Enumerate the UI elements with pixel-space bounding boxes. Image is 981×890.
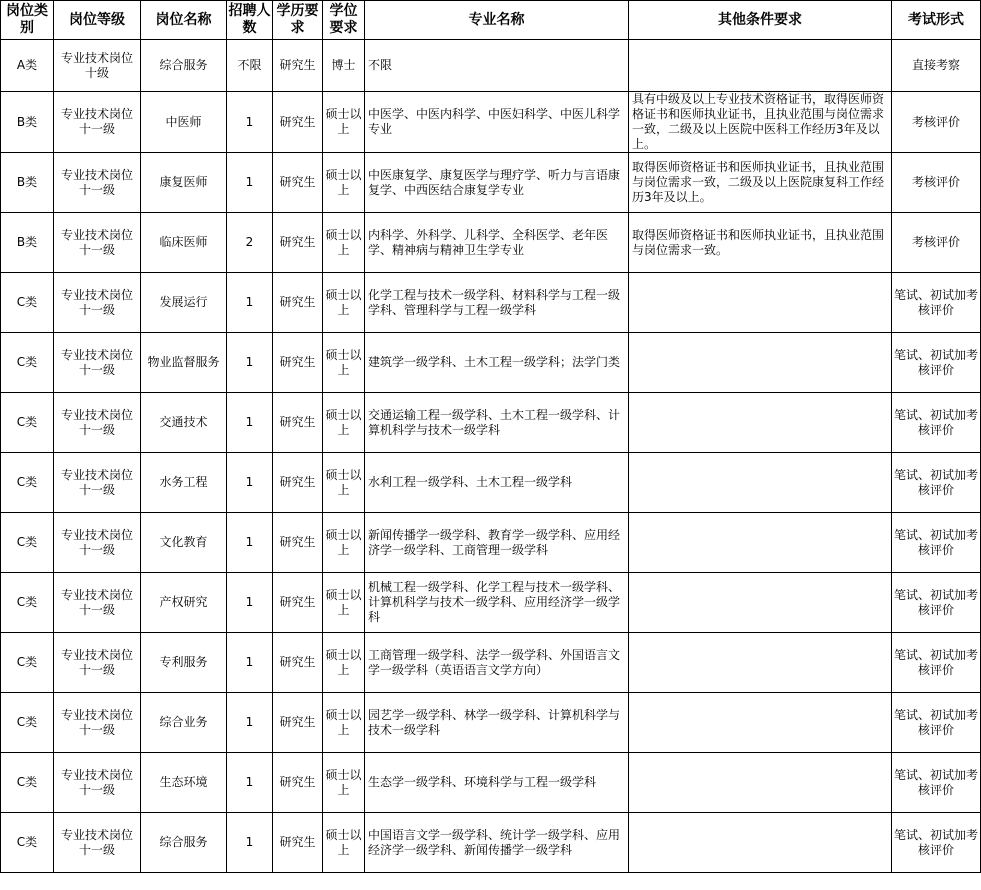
cell-category: C类 (1, 753, 54, 813)
cell-major: 建筑学一级学科、土木工程一级学科；法学门类 (365, 333, 629, 393)
cell-education: 研究生 (273, 813, 323, 873)
cell-title: 中医师 (141, 92, 227, 153)
cell-category: C类 (1, 573, 54, 633)
cell-education: 研究生 (273, 333, 323, 393)
cell-major: 园艺学一级学科、林学一级学科、计算机科学与技术一级学科 (365, 693, 629, 753)
cell-level: 专业技术岗位十一级 (54, 693, 141, 753)
cell-count: 1 (227, 513, 273, 573)
cell-exam: 笔试、初试加考核评价 (892, 333, 981, 393)
cell-category: C类 (1, 453, 54, 513)
cell-count: 1 (227, 333, 273, 393)
cell-degree: 硕士以上 (323, 92, 365, 153)
cell-degree: 硕士以上 (323, 333, 365, 393)
table-body (1, 40, 981, 873)
cell-other (629, 513, 892, 573)
cell-other (629, 813, 892, 873)
header-education: 学历要求 (273, 1, 323, 40)
cell-level: 专业技术岗位十一级 (54, 92, 141, 153)
cell-exam: 笔试、初试加考核评价 (892, 573, 981, 633)
cell-title: 交通技术 (141, 393, 227, 453)
table-row (1, 633, 981, 693)
header-title: 岗位名称 (141, 1, 227, 40)
cell-degree: 硕士以上 (323, 213, 365, 273)
header-major: 专业名称 (365, 1, 629, 40)
cell-education: 研究生 (273, 40, 323, 92)
cell-exam: 笔试、初试加考核评价 (892, 453, 981, 513)
cell-education: 研究生 (273, 753, 323, 813)
cell-degree: 硕士以上 (323, 633, 365, 693)
cell-other (629, 753, 892, 813)
table-row (1, 333, 981, 393)
cell-education: 研究生 (273, 573, 323, 633)
cell-title: 发展运行 (141, 273, 227, 333)
cell-major: 不限 (365, 40, 629, 92)
cell-education: 研究生 (273, 153, 323, 213)
cell-other (629, 333, 892, 393)
cell-major: 中国语言文学一级学科、统计学一级学科、应用经济学一级学科、新闻传播学一级学科 (365, 813, 629, 873)
header-other: 其他条件要求 (629, 1, 892, 40)
cell-major: 中医学、中医内科学、中医妇科学、中医儿科学专业 (365, 92, 629, 153)
cell-category: C类 (1, 393, 54, 453)
cell-level: 专业技术岗位十一级 (54, 753, 141, 813)
cell-count: 1 (227, 633, 273, 693)
cell-exam: 笔试、初试加考核评价 (892, 693, 981, 753)
cell-degree: 硕士以上 (323, 573, 365, 633)
cell-level: 专业技术岗位十一级 (54, 213, 141, 273)
header-row (1, 1, 981, 40)
cell-level: 专业技术岗位十级 (54, 40, 141, 92)
cell-education: 研究生 (273, 92, 323, 153)
cell-other (629, 273, 892, 333)
cell-count: 2 (227, 213, 273, 273)
header-count: 招聘人数 (227, 1, 273, 40)
cell-exam: 考核评价 (892, 92, 981, 153)
cell-level: 专业技术岗位十一级 (54, 273, 141, 333)
cell-title: 文化教育 (141, 513, 227, 573)
table-row (1, 573, 981, 633)
cell-category: C类 (1, 633, 54, 693)
cell-degree: 硕士以上 (323, 513, 365, 573)
table-row (1, 273, 981, 333)
cell-title: 产权研究 (141, 573, 227, 633)
cell-degree: 硕士以上 (323, 693, 365, 753)
cell-exam: 笔试、初试加考核评价 (892, 753, 981, 813)
cell-category: B类 (1, 92, 54, 153)
cell-title: 综合服务 (141, 40, 227, 92)
cell-degree: 硕士以上 (323, 813, 365, 873)
table-row (1, 453, 981, 513)
cell-title: 综合服务 (141, 813, 227, 873)
cell-count: 不限 (227, 40, 273, 92)
cell-level: 专业技术岗位十一级 (54, 153, 141, 213)
cell-title: 临床医师 (141, 213, 227, 273)
header-degree: 学位要求 (323, 1, 365, 40)
cell-title: 物业监督服务 (141, 333, 227, 393)
cell-count: 1 (227, 573, 273, 633)
cell-other: 取得医师资格证书和医师执业证书，且执业范围与岗位需求一致，二级及以上医院康复科工作经历3年及以上。 (629, 153, 892, 213)
cell-count: 1 (227, 693, 273, 753)
cell-major: 工商管理一级学科、法学一级学科、外国语言文学一级学科（英语语言文学方向） (365, 633, 629, 693)
cell-title: 专利服务 (141, 633, 227, 693)
cell-degree: 博士 (323, 40, 365, 92)
cell-count: 1 (227, 153, 273, 213)
cell-level: 专业技术岗位十一级 (54, 393, 141, 453)
cell-level: 专业技术岗位十一级 (54, 813, 141, 873)
cell-category: C类 (1, 273, 54, 333)
table-row (1, 813, 981, 873)
table-row (1, 40, 981, 92)
cell-major: 化学工程与技术一级学科、材料科学与工程一级学科、管理科学与工程一级学科 (365, 273, 629, 333)
cell-other: 具有中级及以上专业技术资格证书，取得医师资格证书和医师执业证书，且执业范围与岗位需求一致，二级及以上医院中医科工作经历3年及以上。 (629, 92, 892, 153)
cell-category: C类 (1, 333, 54, 393)
table-row (1, 693, 981, 753)
cell-category: B类 (1, 213, 54, 273)
cell-major: 交通运输工程一级学科、土木工程一级学科、计算机科学与技术一级学科 (365, 393, 629, 453)
header-level: 岗位等级 (54, 1, 141, 40)
cell-exam: 考核评价 (892, 153, 981, 213)
cell-education: 研究生 (273, 393, 323, 453)
cell-major: 新闻传播学一级学科、教育学一级学科、应用经济学一级学科、工商管理一级学科 (365, 513, 629, 573)
cell-education: 研究生 (273, 633, 323, 693)
cell-degree: 硕士以上 (323, 393, 365, 453)
table-row (1, 393, 981, 453)
cell-major: 水利工程一级学科、土木工程一级学科 (365, 453, 629, 513)
cell-education: 研究生 (273, 273, 323, 333)
header-exam: 考试形式 (892, 1, 981, 40)
cell-education: 研究生 (273, 213, 323, 273)
cell-level: 专业技术岗位十一级 (54, 453, 141, 513)
cell-exam: 笔试、初试加考核评价 (892, 633, 981, 693)
cell-other (629, 40, 892, 92)
cell-exam: 直接考察 (892, 40, 981, 92)
cell-category: C类 (1, 513, 54, 573)
cell-title: 生态环境 (141, 753, 227, 813)
cell-level: 专业技术岗位十一级 (54, 333, 141, 393)
cell-other: 取得医师资格证书和医师执业证书，且执业范围与岗位需求一致。 (629, 213, 892, 273)
cell-degree: 硕士以上 (323, 753, 365, 813)
table-row (1, 153, 981, 213)
cell-exam: 笔试、初试加考核评价 (892, 273, 981, 333)
cell-count: 1 (227, 92, 273, 153)
cell-level: 专业技术岗位十一级 (54, 513, 141, 573)
cell-exam: 笔试、初试加考核评价 (892, 513, 981, 573)
cell-title: 综合业务 (141, 693, 227, 753)
cell-other (629, 693, 892, 753)
cell-degree: 硕士以上 (323, 453, 365, 513)
cell-other (629, 573, 892, 633)
table-row (1, 213, 981, 273)
cell-count: 1 (227, 753, 273, 813)
cell-education: 研究生 (273, 693, 323, 753)
cell-other (629, 453, 892, 513)
cell-title: 水务工程 (141, 453, 227, 513)
cell-category: B类 (1, 153, 54, 213)
cell-category: C类 (1, 693, 54, 753)
cell-other (629, 633, 892, 693)
cell-exam: 考核评价 (892, 213, 981, 273)
cell-education: 研究生 (273, 513, 323, 573)
cell-other (629, 393, 892, 453)
cell-degree: 硕士以上 (323, 273, 365, 333)
table-row (1, 753, 981, 813)
cell-level: 专业技术岗位十一级 (54, 633, 141, 693)
cell-count: 1 (227, 813, 273, 873)
cell-category: C类 (1, 813, 54, 873)
cell-title: 康复医师 (141, 153, 227, 213)
cell-count: 1 (227, 273, 273, 333)
cell-category: A类 (1, 40, 54, 92)
cell-count: 1 (227, 393, 273, 453)
cell-exam: 笔试、初试加考核评价 (892, 813, 981, 873)
cell-education: 研究生 (273, 453, 323, 513)
cell-exam: 笔试、初试加考核评价 (892, 393, 981, 453)
cell-major: 内科学、外科学、儿科学、全科医学、老年医学、精神病与精神卫生学专业 (365, 213, 629, 273)
cell-level: 专业技术岗位十一级 (54, 573, 141, 633)
cell-major: 机械工程一级学科、化学工程与技术一级学科、计算机科学与技术一级学科、应用经济学一级学科 (365, 573, 629, 633)
cell-degree: 硕士以上 (323, 153, 365, 213)
header-category: 岗位类别 (1, 1, 54, 40)
cell-major: 中医康复学、康复医学与理疗学、听力与言语康复学、中西医结合康复学专业 (365, 153, 629, 213)
cell-major: 生态学一级学科、环境科学与工程一级学科 (365, 753, 629, 813)
table-row (1, 513, 981, 573)
cell-count: 1 (227, 453, 273, 513)
table-row (1, 92, 981, 153)
